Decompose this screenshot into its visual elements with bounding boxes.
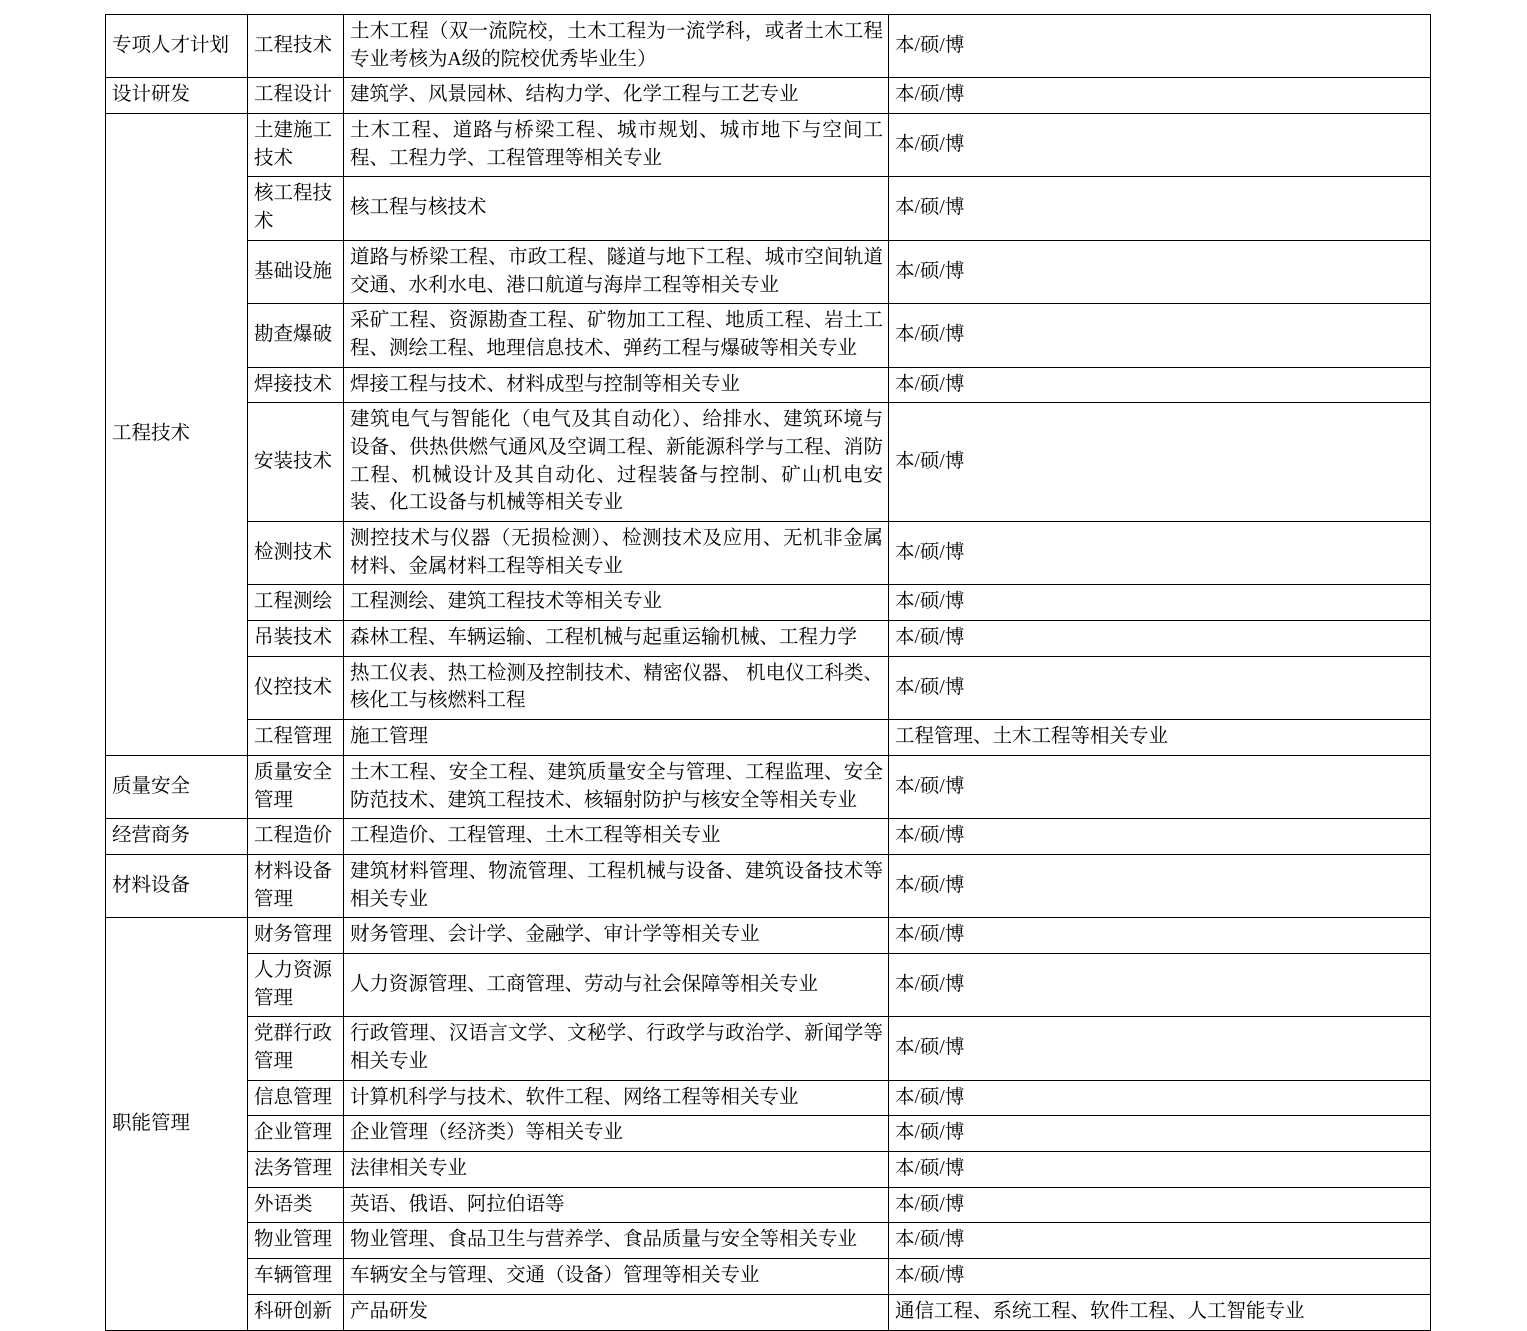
table-row (106, 15, 1431, 78)
cell-degree: 本/硕/博 (889, 1259, 1431, 1295)
table-body (106, 15, 1431, 1331)
cell-degree: 本/硕/博 (889, 177, 1431, 240)
cell-majors: 物业管理、食品卫生与营养学、食品质量与安全等相关专业 (344, 1223, 889, 1259)
cell-majors: 工程测绘、建筑工程技术等相关专业 (344, 585, 889, 621)
cell-degree: 本/硕/博 (889, 819, 1431, 855)
cell-subcategory: 焊接技术 (248, 367, 344, 403)
cell-subcategory: 财务管理 (248, 918, 344, 954)
table-row (106, 522, 1431, 585)
cell-subcategory: 施工管理 (344, 720, 889, 756)
cell-majors: 建筑电气与智能化（电气及其自动化）、给排水、建筑环境与设备、供热供燃气通风及空调工程、新能源科学与工程、消防工程、机械设计及其自动化、过程装备与控制、矿山机电安装、化工设备与机械等相关专业 (344, 403, 889, 522)
cell-subcategory: 物业管理 (248, 1223, 344, 1259)
cell-majors: 行政管理、汉语言文学、文秘学、行政学与政治学、新闻学等相关专业 (344, 1017, 889, 1080)
cell-subcategory: 安装技术 (248, 403, 344, 522)
cell-subcategory: 人力资源管理 (248, 953, 344, 1016)
cell-degree: 本/硕/博 (889, 15, 1431, 78)
cell-degree: 本/硕/博 (889, 918, 1431, 954)
cell-subcategory: 党群行政管理 (248, 1017, 344, 1080)
cell-subcategory: 质量安全管理 (248, 755, 344, 818)
cell-majors: 工程管理、土木工程等相关专业 (889, 720, 1431, 756)
cell-degree: 本/硕/博 (889, 621, 1431, 657)
table-row (106, 1294, 1431, 1330)
cell-subcategory: 土建施工技术 (248, 114, 344, 177)
cell-majors: 土木工程（双一流院校，土木工程为一流学科，或者土木工程专业考核为A级的院校优秀毕业生） (344, 15, 889, 78)
table-row (106, 177, 1431, 240)
cell-subcategory: 信息管理 (248, 1080, 344, 1116)
cell-majors: 法律相关专业 (344, 1152, 889, 1188)
table-row (106, 953, 1431, 1016)
cell-degree: 本/硕/博 (889, 1080, 1431, 1116)
cell-degree: 本/硕/博 (889, 522, 1431, 585)
cell-subcategory: 工程技术 (248, 15, 344, 78)
cell-subcategory: 材料设备管理 (248, 854, 344, 917)
majors-requirement-table (105, 14, 1431, 1331)
cell-majors: 测控技术与仪器（无损检测）、检测技术及应用、无机非金属材料、金属材料工程等相关专业 (344, 522, 889, 585)
cell-category: 材料设备 (106, 854, 248, 917)
table-row (106, 78, 1431, 114)
table-row (106, 114, 1431, 177)
cell-majors: 土木工程、道路与桥梁工程、城市规划、城市地下与空间工程、工程力学、工程管理等相关专业 (344, 114, 889, 177)
table-row (106, 403, 1431, 522)
cell-degree: 本/硕/博 (889, 114, 1431, 177)
cell-subcategory: 核工程技术 (248, 177, 344, 240)
table-row (106, 621, 1431, 657)
cell-subcategory: 法务管理 (248, 1152, 344, 1188)
cell-majors: 企业管理（经济类）等相关专业 (344, 1116, 889, 1152)
cell-degree: 本/硕/博 (889, 1152, 1431, 1188)
cell-majors: 建筑学、风景园林、结构力学、化学工程与工艺专业 (344, 78, 889, 114)
cell-degree: 本/硕/博 (889, 403, 1431, 522)
cell-subcategory: 工程造价 (248, 819, 344, 855)
cell-degree: 本/硕/博 (889, 854, 1431, 917)
cell-majors: 焊接工程与技术、材料成型与控制等相关专业 (344, 367, 889, 403)
cell-degree: 本/硕/博 (889, 585, 1431, 621)
cell-degree: 本/硕/博 (889, 656, 1431, 719)
cell-category: 经营商务 (106, 819, 248, 855)
table-row (106, 1017, 1431, 1080)
cell-degree: 本/硕/博 (889, 1187, 1431, 1223)
cell-majors: 采矿工程、资源勘查工程、矿物加工工程、地质工程、岩土工程、测绘工程、地理信息技术、弹药工程与爆破等相关专业 (344, 304, 889, 367)
cell-subcategory: 车辆管理 (248, 1259, 344, 1295)
table-row (106, 585, 1431, 621)
cell-subcategory: 检测技术 (248, 522, 344, 585)
table-row (106, 1080, 1431, 1116)
cell-degree: 本/硕/博 (889, 1223, 1431, 1259)
cell-degree: 本/硕/博 (889, 78, 1431, 114)
cell-category: 职能管理 (106, 918, 248, 1330)
table-row (106, 854, 1431, 917)
cell-majors: 核工程与核技术 (344, 177, 889, 240)
table-row (106, 1223, 1431, 1259)
table-row (106, 1187, 1431, 1223)
cell-degree: 本/硕/博 (889, 1017, 1431, 1080)
cell-majors: 森林工程、车辆运输、工程机械与起重运输机械、工程力学 (344, 621, 889, 657)
cell-majors: 车辆安全与管理、交通（设备）管理等相关专业 (344, 1259, 889, 1295)
cell-subcategory: 工程测绘 (248, 585, 344, 621)
cell-subcategory: 仪控技术 (248, 656, 344, 719)
cell-subcategory: 外语类 (248, 1187, 344, 1223)
cell-degree: 本/硕/博 (889, 1116, 1431, 1152)
cell-majors: 工程造价、工程管理、土木工程等相关专业 (344, 819, 889, 855)
table-row (106, 720, 1431, 756)
cell-degree: 本/硕/博 (889, 240, 1431, 303)
cell-subcategory: 基础设施 (248, 240, 344, 303)
table-row (106, 755, 1431, 818)
cell-category: 工程管理 (248, 720, 344, 756)
cell-degree: 本/硕/博 (889, 367, 1431, 403)
cell-category: 专项人才计划 (106, 15, 248, 78)
cell-degree: 本/硕/博 (889, 953, 1431, 1016)
table-row (106, 656, 1431, 719)
cell-subcategory: 工程设计 (248, 78, 344, 114)
cell-majors: 建筑材料管理、物流管理、工程机械与设备、建筑设备技术等相关专业 (344, 854, 889, 917)
table-row (106, 1152, 1431, 1188)
table-row (106, 240, 1431, 303)
cell-majors: 财务管理、会计学、金融学、审计学等相关专业 (344, 918, 889, 954)
cell-subcategory: 企业管理 (248, 1116, 344, 1152)
cell-category: 工程技术 (106, 114, 248, 756)
cell-subcategory: 吊装技术 (248, 621, 344, 657)
table-row (106, 819, 1431, 855)
cell-majors: 道路与桥梁工程、市政工程、隧道与地下工程、城市空间轨道交通、水利水电、港口航道与海岸工程等相关专业 (344, 240, 889, 303)
table-row (106, 367, 1431, 403)
cell-subcategory: 产品研发 (344, 1294, 889, 1330)
cell-degree: 本/硕/博 (889, 304, 1431, 367)
table-row (106, 304, 1431, 367)
table-row (106, 1259, 1431, 1295)
cell-subcategory: 勘查爆破 (248, 304, 344, 367)
cell-majors: 英语、俄语、阿拉伯语等 (344, 1187, 889, 1223)
table-row (106, 918, 1431, 954)
cell-degree: 本/硕/博 (889, 755, 1431, 818)
cell-majors: 通信工程、系统工程、软件工程、人工智能专业 (889, 1294, 1431, 1330)
cell-majors: 热工仪表、热工检测及控制技术、精密仪器、 机电仪工科类、核化工与核燃料工程 (344, 656, 889, 719)
cell-category: 科研创新 (248, 1294, 344, 1330)
cell-majors: 计算机科学与技术、软件工程、网络工程等相关专业 (344, 1080, 889, 1116)
cell-category: 质量安全 (106, 755, 248, 818)
table-row (106, 1116, 1431, 1152)
cell-category: 设计研发 (106, 78, 248, 114)
cell-majors: 人力资源管理、工商管理、劳动与社会保障等相关专业 (344, 953, 889, 1016)
cell-majors: 土木工程、安全工程、建筑质量安全与管理、工程监理、安全防范技术、建筑工程技术、核辐射防护与核安全等相关专业 (344, 755, 889, 818)
